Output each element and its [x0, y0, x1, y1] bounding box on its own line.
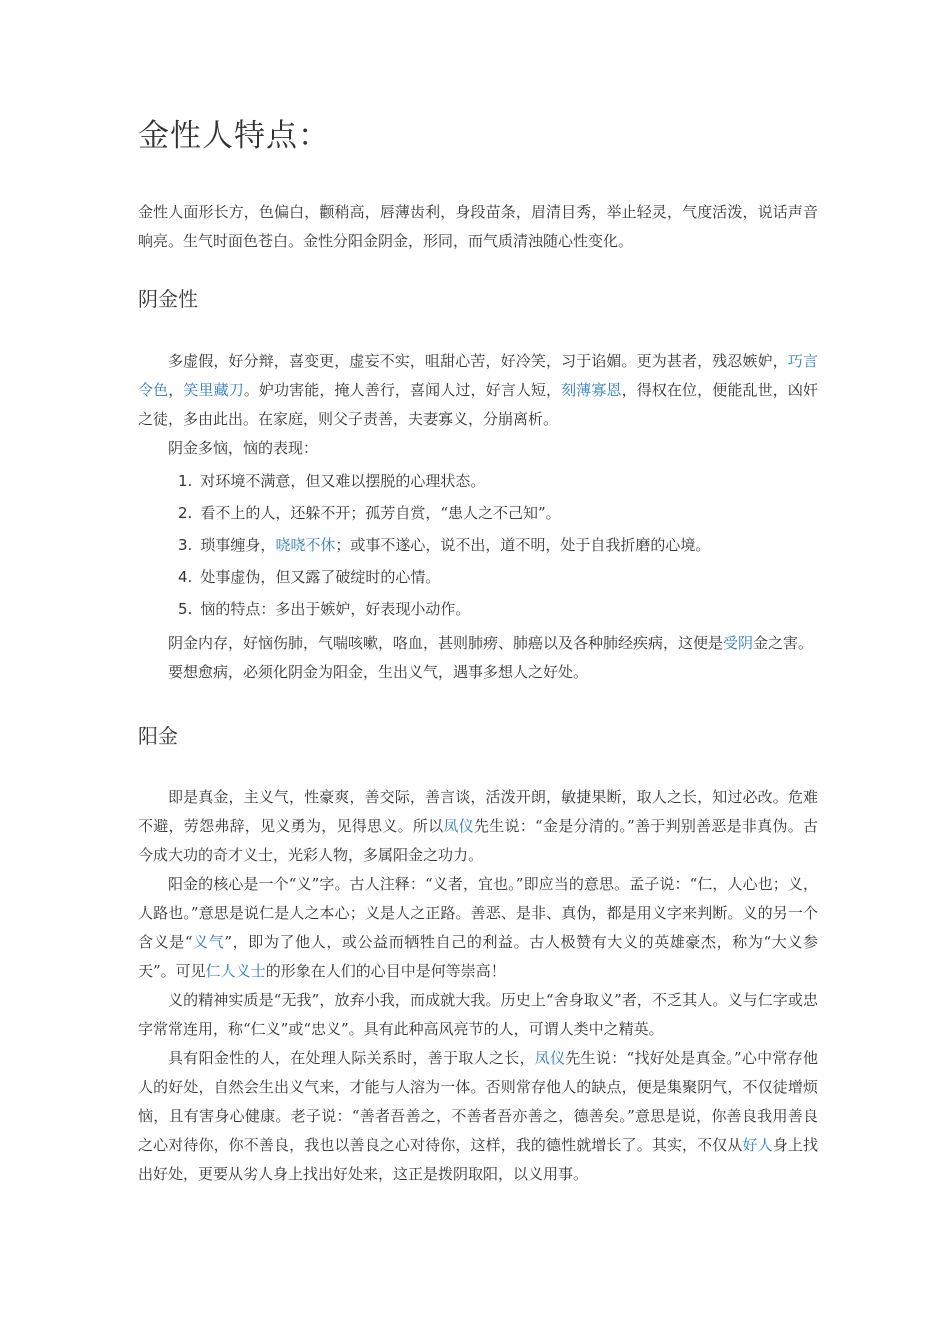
- link-yiqi[interactable]: 义气: [192, 933, 225, 951]
- text-span: 阴金内存，好恼伤肺，气喘咳嗽，咯血，甚则肺痨、肺癌以及各种肺经疾病，这便是: [168, 634, 724, 652]
- text-span: ，得权在位，便能乱世，凶奸之徒，多由此出。在家庭，则父子责善，夫妻寡义，分崩离析。: [138, 381, 818, 428]
- text-span: 即是真金，主义气，性豪爽，善交际，善言谈，活泼开朗，敏捷果断，取人之长，知过必改。危难不避，劳怨弗辞，见义勇为，见得思义。所以: [138, 788, 818, 835]
- text-span: 金之害。: [753, 634, 814, 652]
- section-heading-yang-metal: 阳金: [138, 724, 178, 748]
- yin-anger-list: [138, 465, 818, 625]
- link-haoren[interactable]: 好人: [742, 1136, 773, 1154]
- text-span: 身上找出好处，更要从劣人身上找出好处来，这正是拨阴取阳，以义用事。: [138, 1136, 818, 1183]
- link-renren-yishi[interactable]: 仁人义士: [205, 962, 266, 980]
- list-number: 2.: [178, 504, 193, 522]
- text-span: 的形象在人们的心目中是何等崇高！: [265, 962, 506, 980]
- yang-paragraph-1: [138, 783, 818, 870]
- section-heading-yin-metal: 阴金性: [138, 287, 198, 311]
- link-qiaoyan-lingse[interactable]: 巧言令色: [138, 352, 818, 399]
- list-number: 4.: [178, 568, 193, 586]
- text-span: 先生说：“金是分清的。”善于判别善恶是非真伪。古今成大功的奇才义士，光彩人物，多属阳金之功力。: [138, 817, 818, 864]
- list-number: 5.: [178, 600, 193, 618]
- yang-paragraph-4: [138, 1044, 818, 1189]
- text-span: 阳金的核心是一个“义”字。古人注释：“义者，宜也。”即应当的意思。孟子说：“仁，人心也；义，人路也。”意思是说仁是人之本心；义是人之正路。善恶、是非、真伪，都是用义字来判断。义的另一个含义是“: [138, 875, 818, 951]
- article-content: [138, 112, 818, 1189]
- list-text: ；或事不遂心，说不出，道不明，处于自我折磨的心境。: [335, 536, 711, 554]
- yin-paragraph-2: 阴金多恼，恼的表现：: [168, 439, 319, 457]
- text-span: 多虚假，好分辩，喜变更，虚妄不实，咀甜心苦，好冷笑，习于谄媚。更为甚者，残忍嫉妒，: [168, 352, 788, 370]
- list-number: 3.: [178, 536, 193, 554]
- link-xiaoli-cangdao[interactable]: 笑里藏刀: [183, 381, 244, 399]
- list-number: 1.: [178, 472, 193, 490]
- text-span: 。妒功害能，掩人善行，喜闻人过，好言人短，: [243, 381, 562, 399]
- list-text: 琐事缠身，: [200, 536, 276, 554]
- list-item: [178, 497, 818, 529]
- link-fengyi[interactable]: 凤仪: [443, 817, 474, 835]
- link-xiaoxiao-buxiu[interactable]: 哓哓不休: [275, 536, 336, 554]
- text-span: 具有阳金性的人，在处理人际关系时，善于取人之长，: [168, 1049, 535, 1067]
- link-fengyi-2[interactable]: 凤仪: [534, 1049, 566, 1067]
- list-item: [178, 529, 818, 561]
- yang-paragraph-3: 义的精神实质是“无我”，放弃小我，而成就大我。历史上“舍身取义”者，不乏其人。义与仁字或忠字常常连用，称“仁义”或“忠义”。具有此种高风亮节的人，可谓人类中之精英。: [138, 991, 818, 1038]
- text-span: 先生说：“找好处是真金。”心中常存他人的好处，自然会生出义气来，才能与人溶为一体。否则常存他人的缺点，便是集聚阴气，不仅徒增烦恼，且有害身心健康。老子说：“善者吾善之，不善者吾亦善之，德善矣。”意思是说，你善良我用善良之心对待你，你不善良，我也以善良之心对待你，这样，我的德性就增长了。其实，不仅从: [138, 1049, 818, 1154]
- list-text: 看不上的人，还躲不开；孤芳自赏，“患人之不己知”。: [200, 504, 561, 522]
- link-shou-yin[interactable]: 受阴: [723, 634, 754, 652]
- yang-paragraph-2: [138, 870, 818, 986]
- link-kebo-guaen[interactable]: 刻薄寡恩: [561, 381, 622, 399]
- text-span: ”，即为了他人，或公益而牺牲自己的利益。古人极赞有大义的英雄豪杰，称为“大义参天”。可见: [138, 933, 818, 980]
- text-span: ，: [168, 381, 184, 399]
- yin-paragraph-1: [138, 347, 818, 434]
- list-item: [178, 561, 818, 593]
- yin-paragraph-3: [138, 629, 818, 658]
- list-item: [178, 593, 818, 625]
- list-item: [178, 465, 818, 497]
- list-text: 恼的特点：多出于嫉妒，好表现小动作。: [200, 600, 471, 618]
- page-title: 金性人特点：: [138, 118, 330, 154]
- yin-paragraph-4: 要想愈病，必须化阴金为阳金，生出义气，遇事多想人之好处。: [168, 663, 589, 681]
- intro-paragraph: 金性人面形长方，色偏白，颧稍高，唇薄齿利，身段苗条，眉清目秀，举止轻灵，气度活泼，说话声音响亮。生气时面色苍白。金性分阳金阴金，形同，而气质清浊随心性变化。: [138, 203, 818, 250]
- list-text: 对环境不满意，但又难以摆脱的心理状态。: [200, 472, 486, 490]
- list-text: 处事虚伪，但又露了破绽时的心情。: [200, 568, 441, 586]
